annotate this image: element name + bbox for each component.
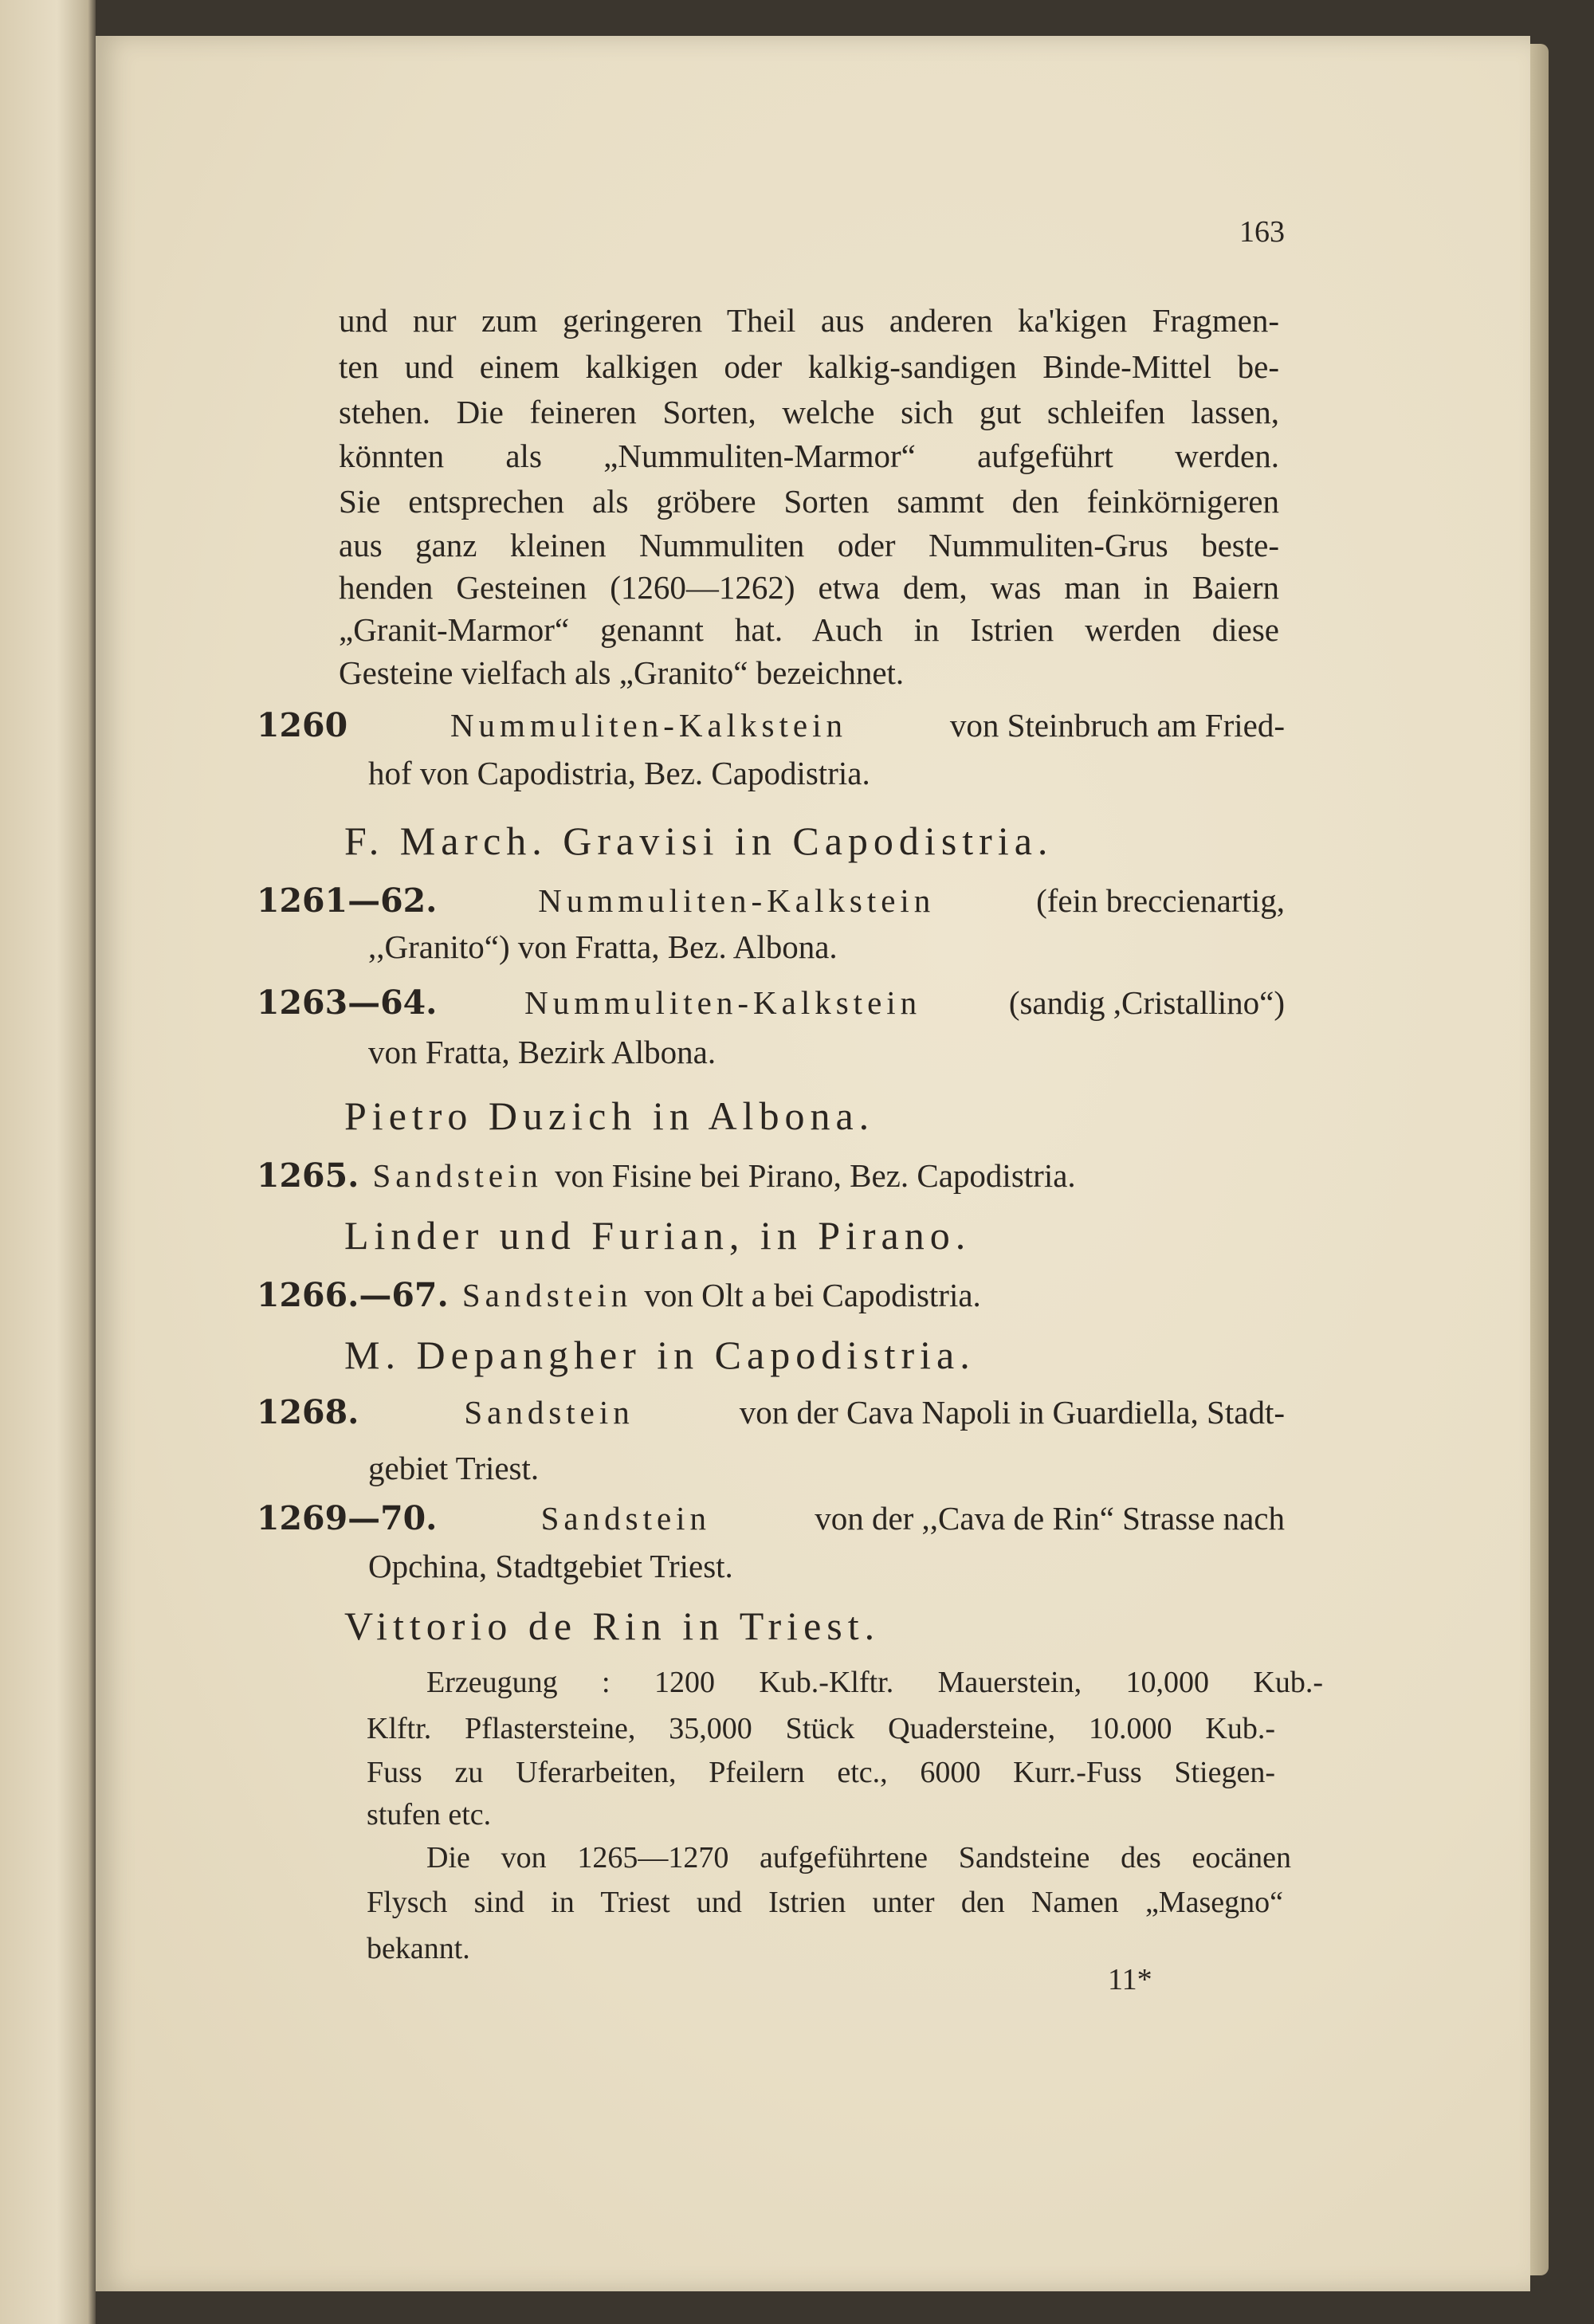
intro-line: aus ganz kleinen Nummuliten oder Nummuliten-Grus beste- <box>339 527 1279 563</box>
signature-mark: 11* <box>1108 1963 1152 1996</box>
entry-location: von Steinbruch am Fried- <box>949 707 1285 744</box>
entry-name: Sandstein <box>540 1500 712 1537</box>
section-heading-derin: Vittorio de Rin in Triest. <box>344 1604 881 1648</box>
entry-location: (sandig ,Cristallino“) <box>1008 984 1285 1021</box>
entry-location: (fein breccienartig, <box>1036 882 1285 919</box>
entry-1268 <box>257 1393 1285 1431</box>
entry-1263-line2: von Fratta, Bezirk Albona. <box>368 1034 717 1070</box>
intro-line: „Granit-Marmor“ genannt hat. Auch in Istrien werden diese <box>339 611 1279 648</box>
note-line: Flysch sind in Triest und Istrien unter den Namen „Masegno“ <box>367 1886 1283 1919</box>
entry-name: Sandstein <box>461 1277 633 1313</box>
entry-1269-70 <box>257 1499 1285 1537</box>
entry-1268-line2: gebiet Triest. <box>368 1450 540 1486</box>
entry-number: 1261—62. <box>257 881 438 920</box>
intro-line: Gesteine vielfach als „Granito“ bezeichnet. <box>339 654 905 691</box>
entry-1260 <box>257 706 1285 744</box>
entry-number: 1263—64. <box>257 983 438 1022</box>
intro-line: könnten als „Nummuliten-Marmor“ aufgeführt werden. <box>339 438 1279 474</box>
entry-location: von Fisine bei Pirano, Bez. Capodistria. <box>555 1157 1076 1194</box>
entry-number: 1268. <box>257 1393 359 1431</box>
entry-name: Nummuliten-Kalkstein <box>524 984 922 1021</box>
entry-1260-line2: hof von Capodistria, Bez. Capodistria. <box>368 755 870 791</box>
production-line: stufen etc. <box>367 1798 492 1831</box>
entry-number: 1269—70. <box>257 1499 438 1537</box>
entry-1263-64 <box>257 983 1285 1022</box>
note-line: bekannt. <box>367 1932 470 1965</box>
intro-line: ten und einem kalkigen oder kalkig-sandigen Binde-Mittel be- <box>339 348 1279 385</box>
entry-number: 1260 <box>257 706 348 744</box>
intro-line: Sie entsprechen als gröbere Sorten sammt den feinkörnigeren <box>339 483 1279 520</box>
page-number: 163 <box>1239 215 1285 249</box>
entry-number: 1266.—67. <box>257 1276 449 1314</box>
left-page-edge <box>0 0 96 2324</box>
entry-name: Sandstein <box>464 1394 634 1431</box>
intro-line: stehen. Die feineren Sorten, welche sich gut schleifen lassen, <box>339 394 1279 430</box>
entry-1269-line2: Opchina, Stadtgebiet Triest. <box>368 1548 733 1584</box>
entry-1261-62 <box>257 881 1285 920</box>
entry-name: Nummuliten-Kalkstein <box>450 707 847 744</box>
intro-line: henden Gesteinen (1260—1262) etwa dem, was man in Baiern <box>339 569 1279 606</box>
note-line: Die von 1265—1270 aufgeführtene Sandsteine des eocänen <box>426 1841 1291 1875</box>
entry-name: Nummuliten-Kalkstein <box>538 882 936 919</box>
production-line: Klftr. Pflastersteine, 35,000 Stück Quadersteine, 10.000 Kub.- <box>367 1712 1275 1745</box>
entry-1265 <box>257 1156 1076 1195</box>
entry-location: von Olt a bei Capodistria. <box>644 1277 981 1313</box>
entry-name: Sandstein <box>372 1157 543 1194</box>
intro-line: und nur zum geringeren Theil aus anderen ka'kigen Fragmen- <box>339 302 1279 339</box>
production-line: Erzeugung : 1200 Kub.-Klftr. Mauerstein, 10,000 Kub.- <box>426 1666 1323 1699</box>
entry-location: von der Cava Napoli in Guardiella, Stadt- <box>739 1394 1285 1431</box>
entry-location: von der ,,Cava de Rin“ Strasse nach <box>815 1500 1285 1537</box>
section-heading-depangher: M. Depangher in Capodistria. <box>344 1333 976 1377</box>
section-heading-duzich: Pietro Duzich in Albona. <box>344 1093 875 1138</box>
production-line: Fuss zu Uferarbeiten, Pfeilern etc., 6000 Kurr.-Fuss Stiegen- <box>367 1756 1275 1789</box>
entry-number: 1265. <box>257 1156 359 1195</box>
section-heading-gravisi: F. March. Gravisi in Capodistria. <box>344 819 1054 863</box>
section-heading-linder: Linder und Furian, in Pirano. <box>344 1213 972 1258</box>
entry-1266-67 <box>257 1276 981 1314</box>
entry-1261-line2: ,,Granito“) von Fratta, Bez. Albona. <box>368 928 838 965</box>
